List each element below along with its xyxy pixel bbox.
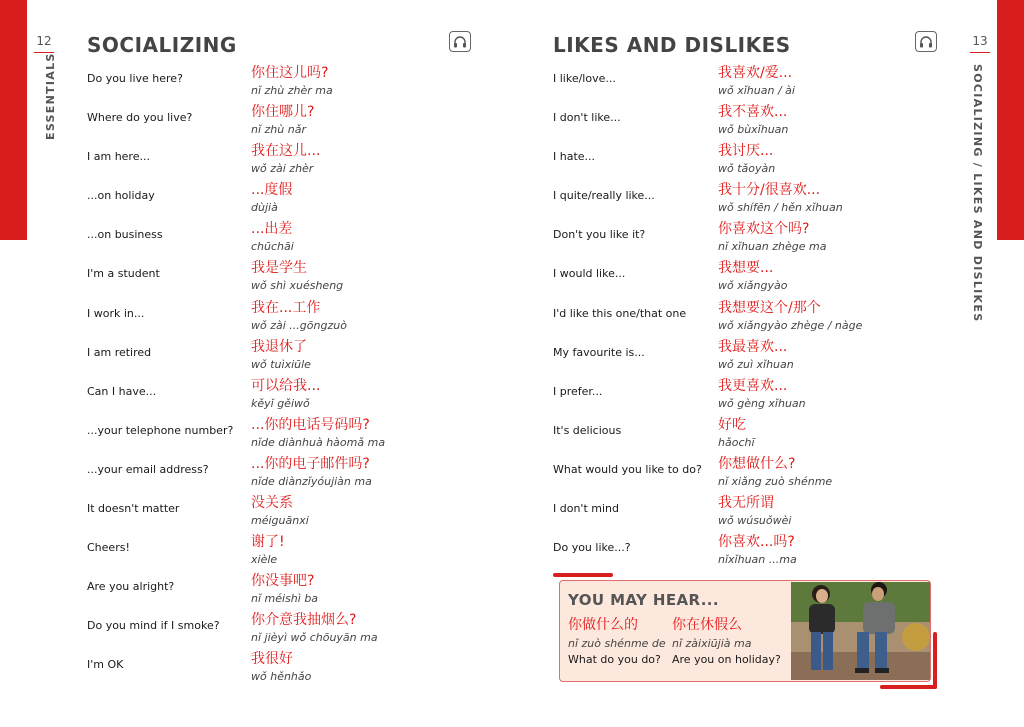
phrase-chinese: 你没事吧? <box>251 573 315 590</box>
phrase-pinyin: méiguānxi <box>251 514 309 528</box>
phrase-english: I quite/really like... <box>553 189 655 203</box>
headphones-icon[interactable] <box>915 31 937 52</box>
phrase-chinese: 好吃 <box>718 416 746 433</box>
you-may-hear-pinyin: nǐ zuò shénme de <box>568 637 666 650</box>
phrase-english: Do you mind if I smoke? <box>87 619 220 633</box>
phrase-chinese: 你住这儿吗? <box>251 65 329 81</box>
phrase-chinese: 你喜欢...吗? <box>718 534 795 551</box>
left-section-title: SOCIALIZING <box>87 33 237 57</box>
phrase-chinese: ...你的电子邮件吗? <box>251 455 370 472</box>
phrase-pinyin: nǐde diànzǐyóujiàn ma <box>251 474 372 488</box>
phrase-chinese: ...出差 <box>251 221 293 238</box>
phrase-pinyin: wǒ shífēn / hěn xǐhuan <box>718 201 843 215</box>
phrase-pinyin: wǒ wúsuǒwèi <box>718 514 792 528</box>
phrase-english: Cheers! <box>87 541 130 555</box>
you-may-hear-chinese: 你在休假么 <box>672 617 742 633</box>
right-red-tab <box>997 0 1024 240</box>
phrase-pinyin: nǐxǐhuan ...ma <box>718 553 797 567</box>
phrase-english: I am retired <box>87 345 152 359</box>
phrase-pinyin: nǐde diànhuà hàomǎ ma <box>251 435 386 449</box>
phrase-chinese: 你想做什么? <box>718 455 796 472</box>
phrase-english: What would you like to do? <box>553 462 702 476</box>
phrase-pinyin: xièle <box>251 553 278 567</box>
phrase-chinese: 我最喜欢... <box>718 338 788 355</box>
phrase-english: It doesn't matter <box>87 502 180 516</box>
headphones-icon[interactable] <box>449 31 471 52</box>
phrase-chinese: 你住哪儿? <box>251 104 315 121</box>
you-may-hear-english: What do you do? <box>568 653 661 666</box>
phrase-pinyin: nǐ xǐhuan zhège ma <box>718 240 827 254</box>
phrase-chinese: 谢了! <box>251 534 285 551</box>
phrase-english: I'm a student <box>87 267 160 281</box>
phrase-pinyin: nǐ jièyì wǒ chōuyān ma <box>251 631 378 645</box>
phrase-pinyin: wǒ hěnhǎo <box>251 670 312 684</box>
phrase-pinyin: wǒ shì xuésheng <box>251 279 344 293</box>
phrase-pinyin: wǒ tǎoyàn <box>718 162 776 176</box>
phrase-pinyin: nǐ méishì ba <box>251 592 319 606</box>
phrase-chinese: 我讨厌... <box>718 143 774 160</box>
phrase-pinyin: wǒ gèng xǐhuan <box>718 396 806 410</box>
right-page-number-rule <box>970 52 990 53</box>
phrase-pinyin: hǎochī <box>718 435 755 449</box>
phrase-chinese: 我更喜欢... <box>718 377 788 394</box>
you-may-hear-item <box>672 614 781 666</box>
couple-photo <box>791 582 930 680</box>
phrase-chinese: 你喜欢这个吗? <box>718 221 810 238</box>
phrase-english: I would like... <box>553 267 626 281</box>
right-section-title: LIKES AND DISLIKES <box>553 33 791 57</box>
phrase-chinese: ...度假 <box>251 182 293 199</box>
phrase-english: ...on holiday <box>87 189 155 203</box>
phrase-english: I am here... <box>87 150 150 164</box>
phrase-chinese: 我想要这个/那个 <box>718 299 821 316</box>
phrase-pinyin: wǒ xǐhuan / ài <box>718 84 795 97</box>
phrase-english: My favourite is... <box>553 345 645 359</box>
phrase-pinyin: wǒ zài zhèr <box>251 162 314 176</box>
left-page-number: 12 <box>36 34 52 48</box>
phrase-english: ...your email address? <box>87 462 209 476</box>
phrase-chinese: 我在这儿... <box>251 143 321 160</box>
phrase-english: I'd like this one/that one <box>553 306 687 320</box>
phrase-english: I work in... <box>87 306 145 320</box>
phrase-chinese: 我想要... <box>718 260 774 277</box>
phrase-english: ...on business <box>87 228 163 242</box>
phrase-pinyin: chūchāi <box>251 240 294 254</box>
phrase-english: Are you alright? <box>87 580 175 594</box>
phrase-chinese: 我在...工作 <box>251 299 321 316</box>
you-may-hear-pinyin: nǐ zàixiūjià ma <box>672 637 752 650</box>
phrase-chinese: 我退休了 <box>251 338 307 355</box>
phrase-english: Can I have... <box>87 384 157 398</box>
box-corner-accent <box>933 632 937 689</box>
phrase-pinyin: wǒ tuìxiūle <box>251 357 311 371</box>
phrase-pinyin: wǒ zuì xǐhuan <box>718 357 794 371</box>
phrase-english: I don't like... <box>553 111 621 125</box>
you-may-hear-english: Are you on holiday? <box>672 653 781 666</box>
phrase-english: I prefer... <box>553 384 603 398</box>
phrase-english: Where do you live? <box>87 111 193 125</box>
phrase-english: Do you live here? <box>87 72 183 85</box>
phrase-chinese: 我无所谓 <box>718 495 774 512</box>
phrase-chinese: 没关系 <box>251 495 293 512</box>
phrase-english: I like/love... <box>553 72 616 85</box>
phrase-chinese: ...你的电话号码吗? <box>251 416 370 433</box>
right-page-number: 13 <box>972 34 988 48</box>
you-may-hear-item <box>568 614 666 666</box>
phrase-pinyin: dùjià <box>251 201 278 215</box>
phrase-pinyin: nǐ zhù zhèr ma <box>251 84 333 97</box>
phrase-chinese: 你介意我抽烟么? <box>251 612 357 629</box>
phrase-chinese: 我十分/很喜欢... <box>718 182 821 199</box>
left-side-label: ESSENTIALS <box>44 52 57 140</box>
phrase-english: Do you like...? <box>553 541 631 555</box>
phrase-chinese: 我很好 <box>251 651 293 668</box>
left-red-tab <box>0 0 27 240</box>
phrase-pinyin: wǒ xiǎngyào <box>718 279 788 293</box>
right-side-label: SOCIALIZING / LIKES AND DISLIKES <box>971 64 984 323</box>
you-may-hear-title: YOU MAY HEAR... <box>568 591 719 609</box>
phrase-english: ...your telephone number? <box>87 423 234 437</box>
phrase-english: I'm OK <box>87 658 124 672</box>
phrase-pinyin: kěyǐ gěiwǒ <box>251 396 310 410</box>
phrase-english: I don't mind <box>553 502 619 516</box>
phrase-chinese: 我是学生 <box>251 260 307 277</box>
phrase-chinese: 我喜欢/爱... <box>718 65 793 81</box>
box-corner-accent <box>880 685 937 689</box>
phrase-pinyin: wǒ zài ...gōngzuò <box>251 318 347 332</box>
phrase-chinese: 我不喜欢... <box>718 104 788 121</box>
box-corner-accent <box>553 573 613 577</box>
phrase-pinyin: nǐ xiǎng zuò shénme <box>718 474 833 488</box>
phrase-pinyin: nǐ zhù nǎr <box>251 123 306 137</box>
you-may-hear-chinese: 你做什么的 <box>568 617 638 633</box>
phrase-english: It's delicious <box>553 423 622 437</box>
phrase-pinyin: wǒ bùxǐhuan <box>718 123 789 137</box>
phrase-english: Don't you like it? <box>553 228 646 242</box>
phrase-pinyin: wǒ xiǎngyào zhège / nàge <box>718 318 863 332</box>
phrase-english: I hate... <box>553 150 596 164</box>
phrase-chinese: 可以给我... <box>251 377 321 394</box>
